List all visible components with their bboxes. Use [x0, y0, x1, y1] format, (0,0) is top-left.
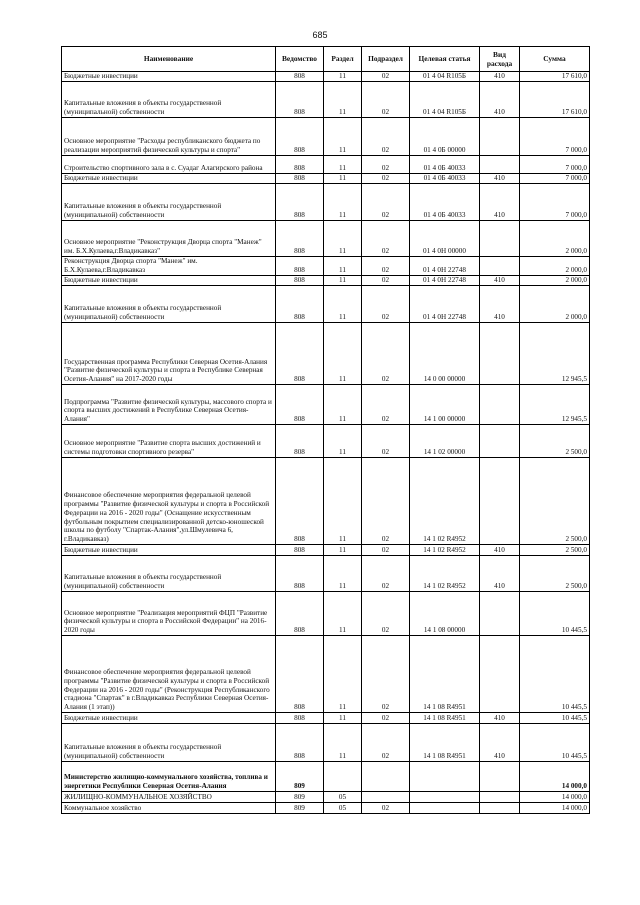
row-razdel: 11 [324, 257, 362, 276]
row-podrazdel: 02 [362, 118, 410, 156]
row-vid-rashoda [480, 792, 520, 803]
row-name: Капитальные вложения в объекты государственной (муниципальной) собственности [62, 286, 276, 323]
table-row [62, 545, 590, 556]
row-tselevaya-statya: 01 4 0Б 40033 [410, 174, 480, 184]
row-tselevaya-statya: 01 4 0Н 00000 [410, 221, 480, 257]
table-row [62, 257, 590, 276]
header-summa: Сумма [520, 47, 590, 72]
row-summa: 2 000,0 [520, 257, 590, 276]
row-tselevaya-statya: 14 1 08 R4951 [410, 636, 480, 713]
header-podrazdel: Подраздел [362, 47, 410, 72]
table-row [62, 323, 590, 385]
row-summa: 2 500,0 [520, 425, 590, 458]
row-razdel: 11 [324, 713, 362, 724]
row-razdel: 11 [324, 221, 362, 257]
row-tselevaya-statya: 01 4 0Б 40033 [410, 184, 480, 221]
row-razdel: 11 [324, 184, 362, 221]
row-podrazdel: 02 [362, 636, 410, 713]
row-name: Капитальные вложения в объекты государственной (муниципальной) собственности [62, 82, 276, 118]
row-vid-rashoda [480, 323, 520, 385]
row-vedomstvo: 808 [276, 276, 324, 286]
row-vid-rashoda [480, 257, 520, 276]
table-row [62, 156, 590, 174]
row-name: Финансовое обеспечение мероприятия федеральной целевой программы "Развитие физической культуры и спорта в Российской Федерации на 2016 - 2020 годы" (Оснащение искусственным футбольным покрытием специализированной детско-юношеской школы по футболу "Спартак-Алания",ул.Шмулевича 6, г.Владикавказ) [62, 458, 276, 545]
table-row [62, 174, 590, 184]
row-name: Бюджетные инвестиции [62, 276, 276, 286]
row-vid-rashoda: 410 [480, 82, 520, 118]
row-name: Бюджетные инвестиции [62, 545, 276, 556]
row-summa: 2 500,0 [520, 556, 590, 592]
row-name: Государственная программа Республики Северная Осетия-Алания "Развитие физической культуры и спорта в Республике Северная Осетия-Алания" на 2017-2020 годы [62, 323, 276, 385]
row-summa: 2 000,0 [520, 221, 590, 257]
row-vid-rashoda [480, 636, 520, 713]
row-vid-rashoda [480, 156, 520, 174]
row-name: Основное мероприятие "Реконструкция Дворца спорта "Манеж" им. Б.Х.Кулаева,г.Владикавказ" [62, 221, 276, 257]
row-vedomstvo: 808 [276, 156, 324, 174]
row-razdel [324, 762, 362, 792]
row-podrazdel: 02 [362, 286, 410, 323]
row-razdel: 11 [324, 276, 362, 286]
row-summa: 17 610,0 [520, 72, 590, 82]
row-vedomstvo: 809 [276, 803, 324, 814]
row-tselevaya-statya: 14 1 08 R4951 [410, 713, 480, 724]
row-tselevaya-statya: 01 4 0Н 22748 [410, 286, 480, 323]
row-vid-rashoda: 410 [480, 713, 520, 724]
row-vedomstvo: 808 [276, 724, 324, 762]
row-vedomstvo: 808 [276, 174, 324, 184]
row-name: Финансовое обеспечение мероприятия федеральной целевой программы "Развитие физической культуры и спорта в Российской Федерации на 2016 - 2020 годы" (Реконструкция Республиканского стадиона "Спартак" в г.Владикавказ Республики Северная Осетия-Алания (1 этап)) [62, 636, 276, 713]
table-row [62, 592, 590, 636]
row-name: Основное мероприятие "Развитие спорта высших достижений и системы подготовки спортивного резерва" [62, 425, 276, 458]
row-podrazdel: 02 [362, 72, 410, 82]
row-summa: 12 945,5 [520, 385, 590, 425]
header-tselevaya-statya: Целевая статья [410, 47, 480, 72]
row-vedomstvo: 808 [276, 385, 324, 425]
table-row [62, 286, 590, 323]
row-vid-rashoda [480, 425, 520, 458]
table-row [62, 385, 590, 425]
row-name: Подпрограмма "Развитие физической культуры, массового спорта и спорта высших достижений в Республике Северная Осетия-Алания" [62, 385, 276, 425]
row-vid-rashoda [480, 385, 520, 425]
row-razdel: 11 [324, 556, 362, 592]
row-tselevaya-statya [410, 762, 480, 792]
table-row [62, 458, 590, 545]
row-summa: 2 500,0 [520, 545, 590, 556]
row-razdel: 11 [324, 636, 362, 713]
row-summa: 7 000,0 [520, 184, 590, 221]
row-tselevaya-statya: 14 1 00 00000 [410, 385, 480, 425]
row-razdel: 11 [324, 156, 362, 174]
row-name: Капитальные вложения в объекты государственной (муниципальной) собственности [62, 724, 276, 762]
row-summa: 10 445,5 [520, 592, 590, 636]
row-razdel: 11 [324, 724, 362, 762]
row-podrazdel: 02 [362, 276, 410, 286]
row-vedomstvo: 808 [276, 458, 324, 545]
row-podrazdel: 02 [362, 257, 410, 276]
row-vedomstvo: 808 [276, 82, 324, 118]
row-tselevaya-statya: 01 4 0Н 22748 [410, 276, 480, 286]
row-name: Капитальные вложения в объекты государственной (муниципальной) собственности [62, 556, 276, 592]
row-podrazdel: 02 [362, 803, 410, 814]
row-summa: 2 500,0 [520, 458, 590, 545]
row-podrazdel: 02 [362, 545, 410, 556]
row-name: ЖИЛИЩНО-КОММУНАЛЬНОЕ ХОЗЯЙСТВО [62, 792, 276, 803]
row-summa: 7 000,0 [520, 156, 590, 174]
row-vedomstvo: 808 [276, 184, 324, 221]
row-name: Министерство жилищно-коммунального хозяйства, топлива и энергетики Республики Северная Осетия-Алания [62, 762, 276, 792]
row-podrazdel: 02 [362, 556, 410, 592]
row-vid-rashoda: 410 [480, 184, 520, 221]
row-razdel: 11 [324, 118, 362, 156]
row-tselevaya-statya: 14 0 00 00000 [410, 323, 480, 385]
row-razdel: 11 [324, 545, 362, 556]
row-podrazdel: 02 [362, 724, 410, 762]
row-podrazdel: 02 [362, 713, 410, 724]
row-summa: 14 000,0 [520, 792, 590, 803]
row-razdel: 11 [324, 72, 362, 82]
row-vedomstvo: 808 [276, 286, 324, 323]
row-tselevaya-statya: 01 4 0Б 00000 [410, 118, 480, 156]
row-vedomstvo: 808 [276, 221, 324, 257]
row-vedomstvo: 808 [276, 118, 324, 156]
table-row [62, 276, 590, 286]
row-tselevaya-statya: 14 1 02 R4952 [410, 556, 480, 592]
row-podrazdel: 02 [362, 221, 410, 257]
header-row [62, 47, 590, 72]
row-tselevaya-statya: 01 4 04 R105Б [410, 82, 480, 118]
row-summa: 14 000,0 [520, 803, 590, 814]
table-row [62, 713, 590, 724]
row-tselevaya-statya: 14 1 02 00000 [410, 425, 480, 458]
row-podrazdel [362, 792, 410, 803]
header-razdel: Раздел [324, 47, 362, 72]
page-number: 685 [312, 30, 328, 40]
table-row [62, 82, 590, 118]
row-podrazdel: 02 [362, 458, 410, 545]
row-summa: 7 000,0 [520, 174, 590, 184]
row-summa: 10 445,5 [520, 713, 590, 724]
row-vedomstvo: 808 [276, 713, 324, 724]
table-row [62, 425, 590, 458]
row-name: Основное мероприятие "Расходы республиканского бюджета по реализации мероприятий физической культуры и спорта" [62, 118, 276, 156]
row-vedomstvo: 808 [276, 323, 324, 385]
row-summa: 2 000,0 [520, 276, 590, 286]
row-tselevaya-statya: 01 4 0Б 40033 [410, 156, 480, 174]
row-tselevaya-statya: 14 1 02 R4952 [410, 545, 480, 556]
row-tselevaya-statya [410, 803, 480, 814]
row-tselevaya-statya: 01 4 04 R105Б [410, 72, 480, 82]
table-row [62, 221, 590, 257]
row-razdel: 11 [324, 174, 362, 184]
row-vedomstvo: 809 [276, 762, 324, 792]
row-summa: 2 000,0 [520, 286, 590, 323]
table-row [62, 724, 590, 762]
row-vid-rashoda [480, 221, 520, 257]
row-razdel: 11 [324, 286, 362, 323]
row-summa: 17 610,0 [520, 82, 590, 118]
row-vedomstvo: 808 [276, 545, 324, 556]
row-vid-rashoda: 410 [480, 72, 520, 82]
row-name: Строительство спортивного зала в с. Суадаг Алагирского района [62, 156, 276, 174]
table-row [62, 118, 590, 156]
row-podrazdel: 02 [362, 323, 410, 385]
table-row [62, 184, 590, 221]
table-body [62, 72, 590, 814]
row-podrazdel: 02 [362, 184, 410, 221]
row-podrazdel: 02 [362, 156, 410, 174]
row-name: Коммунальное хозяйство [62, 803, 276, 814]
row-vid-rashoda [480, 803, 520, 814]
row-razdel: 11 [324, 592, 362, 636]
row-tselevaya-statya: 01 4 0Н 22748 [410, 257, 480, 276]
row-vedomstvo: 808 [276, 425, 324, 458]
row-vedomstvo: 808 [276, 556, 324, 592]
row-podrazdel: 02 [362, 174, 410, 184]
row-summa: 10 445,5 [520, 636, 590, 713]
row-podrazdel: 02 [362, 592, 410, 636]
row-podrazdel [362, 762, 410, 792]
row-vid-rashoda: 410 [480, 556, 520, 592]
table-row [62, 72, 590, 82]
row-tselevaya-statya: 14 1 08 R4951 [410, 724, 480, 762]
row-vedomstvo: 808 [276, 72, 324, 82]
row-tselevaya-statya: 14 1 02 R4952 [410, 458, 480, 545]
row-summa: 12 945,5 [520, 323, 590, 385]
row-summa: 10 445,5 [520, 724, 590, 762]
row-vid-rashoda: 410 [480, 286, 520, 323]
row-vid-rashoda [480, 762, 520, 792]
row-podrazdel: 02 [362, 425, 410, 458]
table-row [62, 636, 590, 713]
header-name: Наименование [62, 47, 276, 72]
row-razdel: 11 [324, 82, 362, 118]
row-vedomstvo: 808 [276, 257, 324, 276]
row-vid-rashoda [480, 118, 520, 156]
row-name: Бюджетные инвестиции [62, 174, 276, 184]
row-name: Реконструкция Дворца спорта "Манеж" им. Б.Х.Кулаева,г.Владикавказ [62, 257, 276, 276]
row-vid-rashoda: 410 [480, 276, 520, 286]
row-podrazdel: 02 [362, 385, 410, 425]
row-podrazdel: 02 [362, 82, 410, 118]
row-vedomstvo: 808 [276, 636, 324, 713]
row-tselevaya-statya [410, 792, 480, 803]
header-vid-rashoda: Вид расхода [480, 47, 520, 72]
row-razdel: 05 [324, 803, 362, 814]
row-name: Бюджетные инвестиции [62, 713, 276, 724]
row-summa: 7 000,0 [520, 118, 590, 156]
row-name: Основное мероприятие "Реализация мероприятий ФЦП "Развитие физической культуры и спорта в Российской Федерации" на 2016-2020 годы [62, 592, 276, 636]
row-vid-rashoda: 410 [480, 724, 520, 762]
row-razdel: 11 [324, 385, 362, 425]
table-row [62, 792, 590, 803]
row-razdel: 05 [324, 792, 362, 803]
row-vid-rashoda [480, 458, 520, 545]
row-tselevaya-statya: 14 1 08 00000 [410, 592, 480, 636]
row-vedomstvo: 808 [276, 592, 324, 636]
row-razdel: 11 [324, 458, 362, 545]
row-vid-rashoda: 410 [480, 174, 520, 184]
row-summa: 14 000,0 [520, 762, 590, 792]
row-vid-rashoda: 410 [480, 545, 520, 556]
header-vedomstvo: Ведомство [276, 47, 324, 72]
budget-table [61, 46, 590, 814]
row-vedomstvo: 809 [276, 792, 324, 803]
table-row [62, 803, 590, 814]
table-row [62, 762, 590, 792]
row-vid-rashoda [480, 592, 520, 636]
row-name: Бюджетные инвестиции [62, 72, 276, 82]
row-razdel: 11 [324, 323, 362, 385]
table-row [62, 556, 590, 592]
row-name: Капитальные вложения в объекты государственной (муниципальной) собственности [62, 184, 276, 221]
row-razdel: 11 [324, 425, 362, 458]
